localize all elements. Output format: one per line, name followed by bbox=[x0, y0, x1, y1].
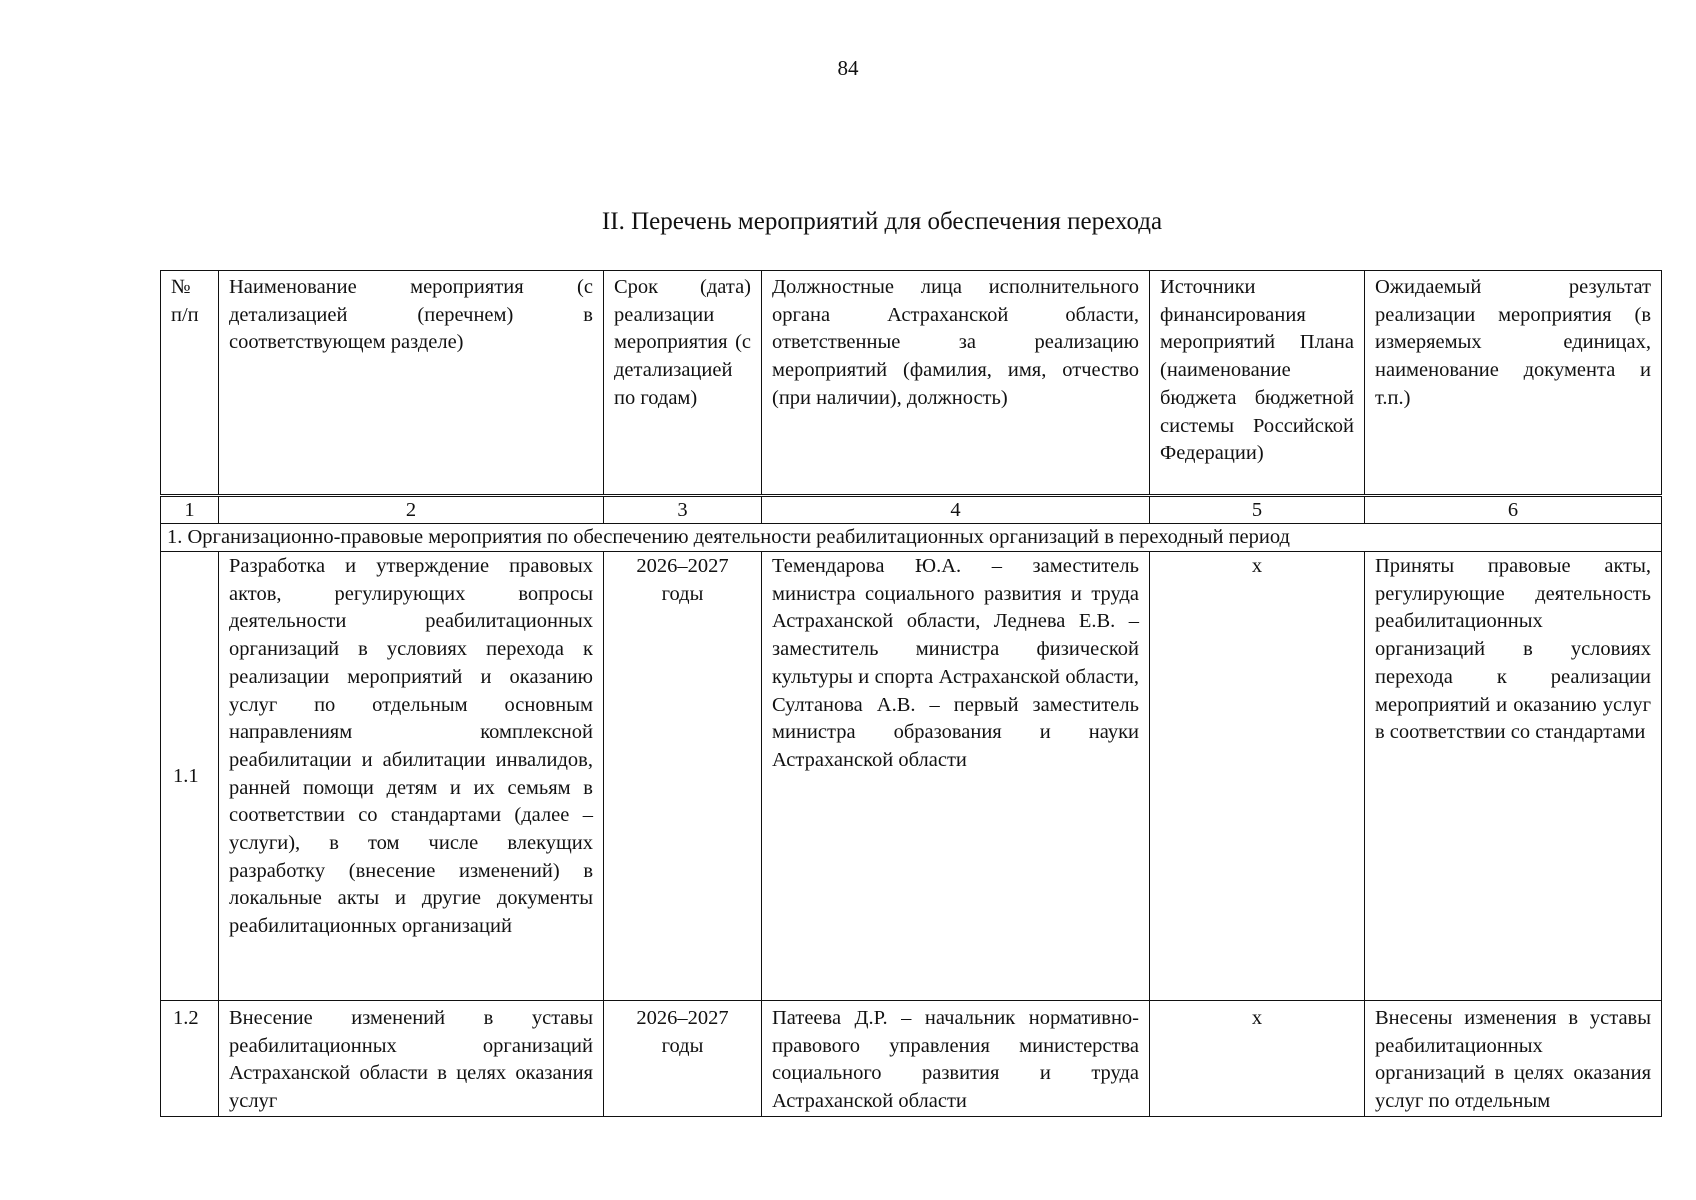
column-number: 3 bbox=[604, 496, 762, 524]
measure-name-cell: Внесение изменений в уставы реабилитационных организаций Астраханской области в целях оказания услуг bbox=[219, 1001, 604, 1117]
term-cell: 2026–2027 годы bbox=[604, 552, 762, 1001]
header-officials: Должностные лица исполнительного органа Астраханской области, ответственные за реализацию мероприятий (фамилия, имя, отчество (при наличии), должность) bbox=[762, 271, 1150, 496]
measure-name-cell: Разработка и утверждение правовых актов, регулирующих вопросы деятельности реабилитационных организаций в условиях перехода к реализации мероприятий и оказанию услуг по отдельным основным направлениям комплексной реабилитации и абилитации инвалидов, ранней помощи детям и их семьям в соответствии со стандартами (далее – услуги), в том числе влекущих разработку (внесение изменений) в локальные акты и другие документы реабилитационных организаций bbox=[219, 552, 604, 1001]
column-number: 1 bbox=[161, 496, 219, 524]
section-heading-row bbox=[161, 524, 1662, 552]
officials-cell: Патеева Д.Р. – начальник нормативно-правового управления министерства социального развития и труда Астраханской области bbox=[762, 1001, 1150, 1117]
column-number-row bbox=[161, 496, 1662, 524]
term-cell: 2026–2027 годы bbox=[604, 1001, 762, 1117]
header-measure-name: Наименование мероприятия (с детализацией (перечнем) в соответствующем разделе) bbox=[219, 271, 604, 496]
column-number: 5 bbox=[1150, 496, 1365, 524]
table-row bbox=[161, 1001, 1662, 1117]
header-funding: Источники финансирования мероприятий Плана (наименование бюджета бюджетной системы Российской Федерации) bbox=[1150, 271, 1365, 496]
row-number: 1.1 bbox=[161, 552, 219, 1001]
column-number: 6 bbox=[1365, 496, 1662, 524]
column-number: 4 bbox=[762, 496, 1150, 524]
funding-cell: х bbox=[1150, 552, 1365, 1001]
header-number: № п/п bbox=[161, 271, 219, 496]
result-cell: Внесены изменения в уставы реабилитационных организаций в целях оказания услуг по отдельным bbox=[1365, 1001, 1662, 1117]
column-number: 2 bbox=[219, 496, 604, 524]
section-title: II. Перечень мероприятий для обеспечения перехода bbox=[601, 208, 1163, 235]
section-heading: 1. Организационно-правовые мероприятия по обеспечению деятельности реабилитационных организаций в переходный период bbox=[161, 524, 1662, 552]
header-term: Срок (дата) реализации мероприятия (с детализацией по годам) bbox=[604, 271, 762, 496]
funding-cell: х bbox=[1150, 1001, 1365, 1117]
measures-table bbox=[160, 270, 1662, 1117]
table-row bbox=[161, 552, 1662, 1001]
result-cell: Приняты правовые акты, регулирующие деятельность реабилитационных организаций в условиях перехода к реализации мероприятий и оказанию услуг в соответствии со стандартами bbox=[1365, 552, 1662, 1001]
page-number: 84 bbox=[837, 56, 859, 80]
header-result: Ожидаемый результат реализации мероприятия (в измеряемых единицах, наименование документа и т.п.) bbox=[1365, 271, 1662, 496]
row-number: 1.2 bbox=[161, 1001, 219, 1117]
table-header-row bbox=[161, 271, 1662, 496]
officials-cell: Темендарова Ю.А. – заместитель министра социального развития и труда Астраханской области, Леднева Е.В. – заместитель министра физической культуры и спорта Астраханской области, Султанова А.В. – первый заместитель министра образования и науки Астраханской области bbox=[762, 552, 1150, 1001]
